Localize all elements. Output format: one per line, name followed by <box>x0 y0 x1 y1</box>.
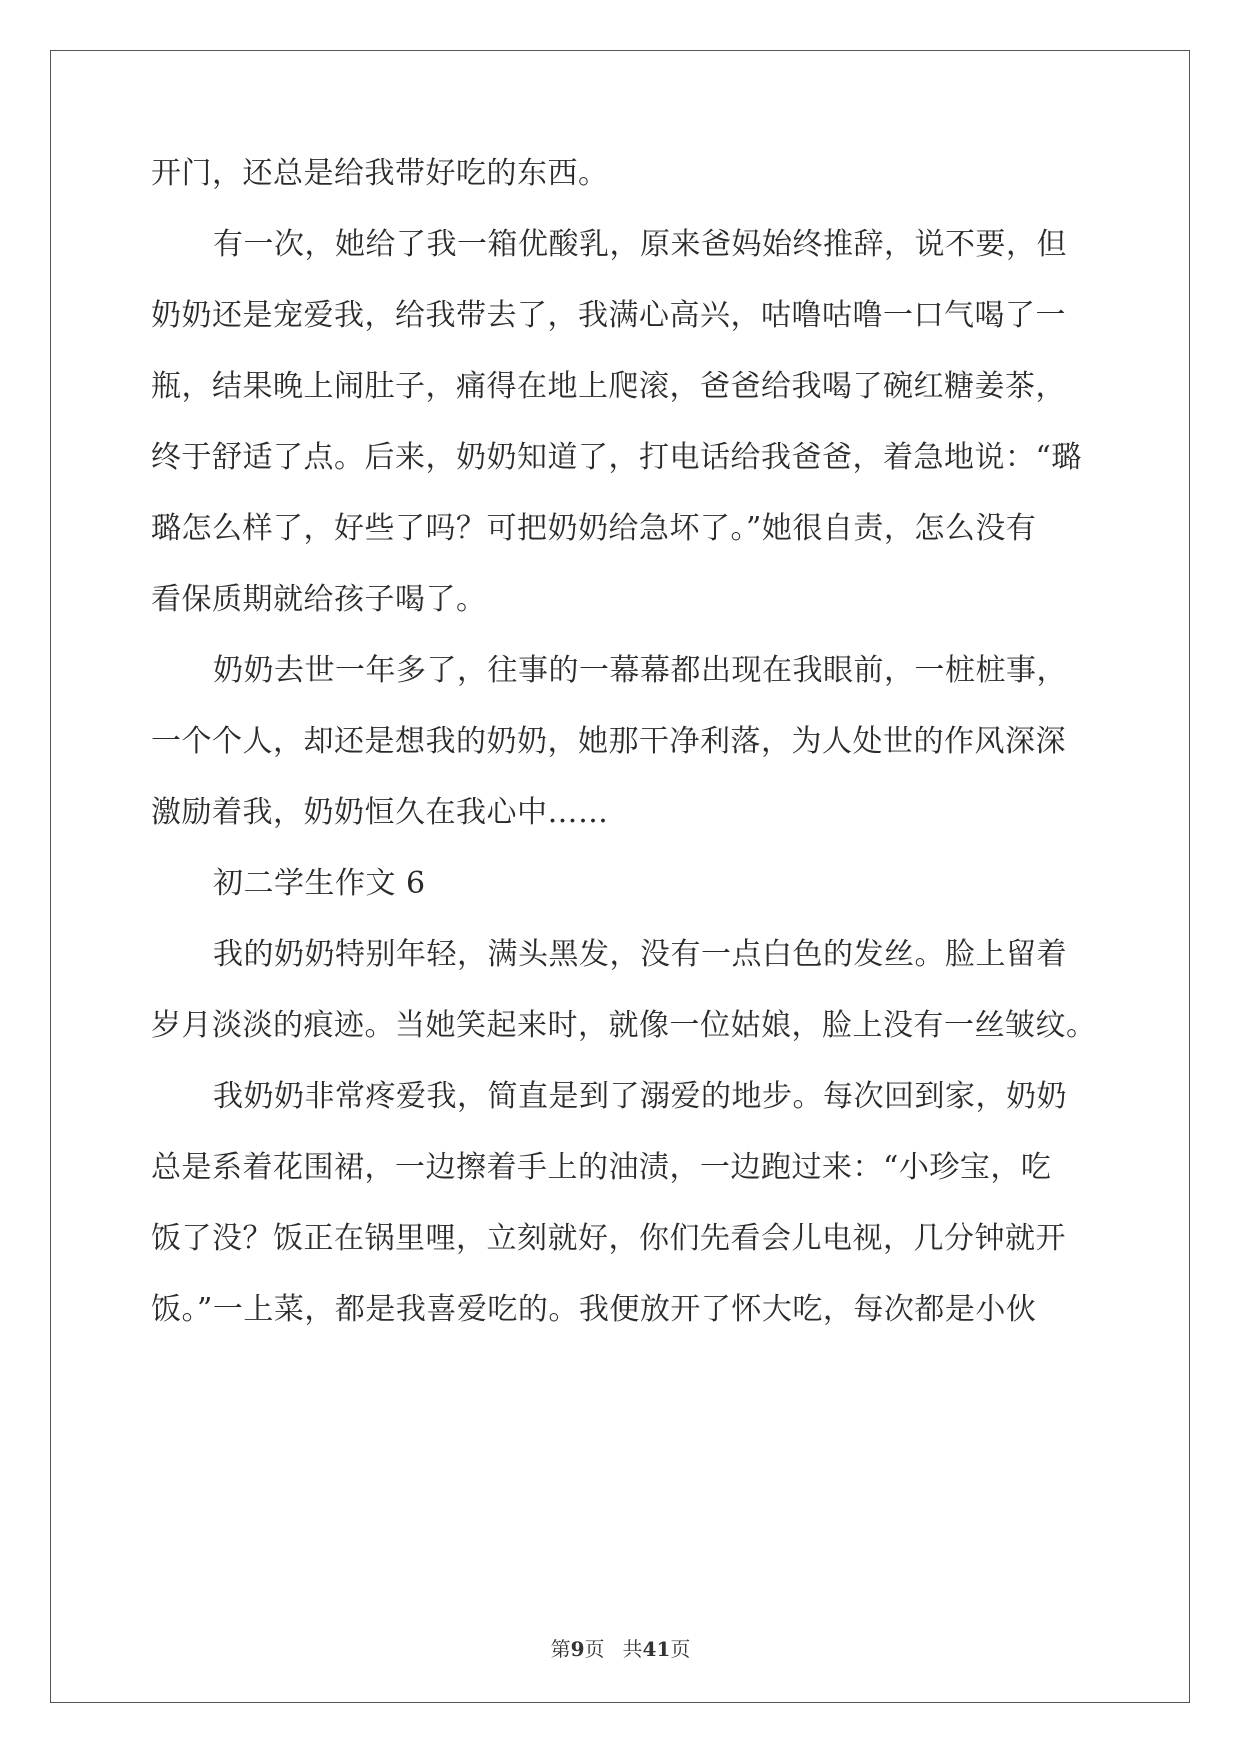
paragraph-start-line: 我的奶奶特别年轻，满头黑发，没有一点白色的发丝。脸上留着 <box>213 937 1067 972</box>
page-footer <box>0 1637 1241 1661</box>
section-heading: 初二学生作文 6 <box>213 866 426 901</box>
total-pages: 41 <box>642 1637 671 1661</box>
text-line: 看保质期就给孩子喝了。 <box>151 582 487 617</box>
text-line: 开门，还总是给我带好吃的东西。 <box>151 156 609 191</box>
page-number: 9 <box>570 1637 585 1661</box>
text-line: 奶奶还是宠爱我，给我带去了，我满心高兴，咕噜咕噜一口气喝了一 <box>151 298 1066 333</box>
text-line: 璐怎么样了，好些了吗？可把奶奶给急坏了。”她很自责，怎么没有 <box>151 511 1037 546</box>
text-line: 瓶，结果晚上闹肚子，痛得在地上爬滚，爸爸给我喝了碗红糖姜茶， <box>151 369 1066 404</box>
page-prefix: 第 <box>550 1637 571 1661</box>
text-line: 饭了没？饭正在锅里哩，立刻就好，你们先看会儿电视，几分钟就开 <box>151 1221 1066 1256</box>
text-line: 总是系着花围裙，一边擦着手上的油渍，一边跑过来：“小珍宝，吃 <box>151 1150 1052 1185</box>
text-line: 饭。”一上菜，都是我喜爱吃的。我便放开了怀大吃，每次都是小伙 <box>151 1292 1037 1327</box>
paragraph-start-line: 奶奶去世一年多了，往事的一幕幕都出现在我眼前，一桩桩事， <box>213 653 1067 688</box>
paragraph-start-line: 我奶奶非常疼爱我，简直是到了溺爱的地步。每次回到家，奶奶 <box>213 1079 1067 1114</box>
text-line: 激励着我，奶奶恒久在我心中…… <box>151 795 609 830</box>
page-suffix: 页 <box>584 1637 605 1661</box>
total-prefix: 共 <box>622 1637 643 1661</box>
paragraph-start-line: 有一次，她给了我一箱优酸乳，原来爸妈始终推辞，说不要，但 <box>213 227 1067 262</box>
text-line: 岁月淡淡的痕迹。当她笑起来时，就像一位姑娘，脸上没有一丝皱纹。 <box>151 1008 1097 1043</box>
total-suffix: 页 <box>670 1637 691 1661</box>
text-line: 终于舒适了点。后来，奶奶知道了，打电话给我爸爸，着急地说：“璐 <box>151 440 1082 475</box>
text-line: 一个个人，却还是想我的奶奶，她那干净利落，为人处世的作风深深 <box>151 724 1066 759</box>
